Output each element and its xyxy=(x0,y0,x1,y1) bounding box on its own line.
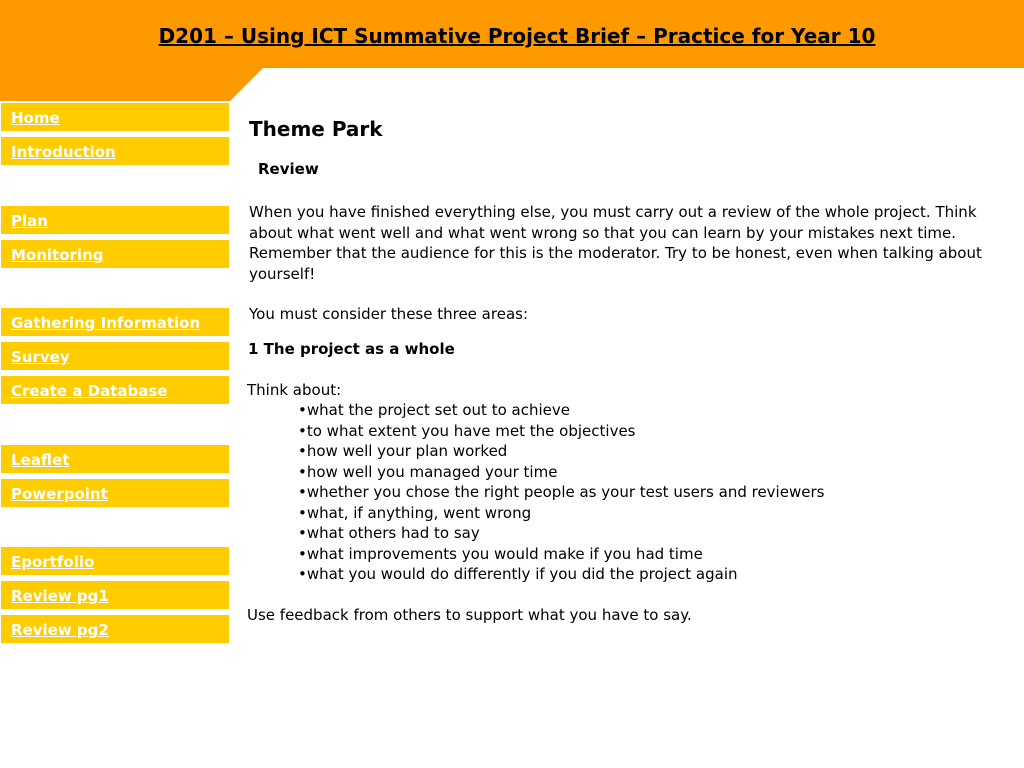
nav-link-leaflet[interactable]: Leaflet xyxy=(11,451,70,469)
bullet-item: •how well your plan worked xyxy=(298,442,508,460)
closing-text: Use feedback from others to support what you have to say. xyxy=(247,606,692,624)
content-subtitle: Review xyxy=(258,160,319,178)
nav-link-eportfolio[interactable]: Eportfolio xyxy=(11,553,95,571)
page-title: D201 – Using ICT Summative Project Brief – Practice for Year 10 xyxy=(158,24,876,48)
nav-link-monitoring[interactable]: Monitoring xyxy=(11,246,104,264)
bullet-item: •what improvements you would make if you had time xyxy=(298,544,703,563)
sidebar-item-introduction[interactable] xyxy=(0,136,230,166)
nav-link-survey[interactable]: Survey xyxy=(11,348,70,366)
sidebar-item-home[interactable] xyxy=(0,102,230,132)
bullet-item: •what others had to say xyxy=(298,524,480,542)
sidebar-item-gathering-information[interactable] xyxy=(0,307,230,337)
nav-link-home[interactable]: Home xyxy=(11,109,60,127)
sidebar-item-survey[interactable] xyxy=(0,341,230,371)
header-subband-wedge xyxy=(230,68,263,101)
bullet-item: •how well you managed your time xyxy=(298,462,558,481)
bullet-item: •whether you chose the right people as your test users and reviewers xyxy=(298,483,825,501)
sidebar-item-eportfolio[interactable] xyxy=(0,546,230,576)
sidebar-item-plan[interactable] xyxy=(0,205,230,235)
nav-link-plan[interactable]: Plan xyxy=(11,212,48,230)
sidebar-item-review-pg2[interactable] xyxy=(0,614,230,644)
section-heading: 1 The project as a whole xyxy=(248,340,455,358)
nav-link-create-a-database[interactable]: Create a Database xyxy=(11,382,168,400)
nav-link-powerpoint[interactable]: Powerpoint xyxy=(11,485,108,503)
nav-link-introduction[interactable]: Introduction xyxy=(11,143,116,161)
bullet-item: •what the project set out to achieve xyxy=(298,401,570,419)
nav-link-gathering-information[interactable]: Gathering Information xyxy=(11,314,201,332)
bullet-item: •to what extent you have met the objectives xyxy=(298,421,636,440)
think-about-label: Think about: xyxy=(247,381,342,399)
sidebar-item-monitoring[interactable] xyxy=(0,239,230,269)
bullet-item: •what you would do differently if you did the project again xyxy=(298,565,738,583)
consider-text: You must consider these three areas: xyxy=(249,305,529,323)
sidebar-item-powerpoint[interactable] xyxy=(0,478,230,508)
bullet-item: •what, if anything, went wrong xyxy=(298,503,532,522)
sidebar-item-leaflet[interactable] xyxy=(0,444,230,474)
content-title: Theme Park xyxy=(249,117,383,141)
nav-link-review-pg1[interactable]: Review pg1 xyxy=(11,587,109,605)
sidebar-item-review-pg1[interactable] xyxy=(0,580,230,610)
header-subband xyxy=(0,68,230,101)
intro-paragraph: When you have finished everything else, you must carry out a review of the whole project. Think about what went well and what went wrong so that you can learn by your mistakes next time. Remember that the audience for this is the moderator. Try to be honest, even when talking about yourself! xyxy=(249,203,982,283)
sidebar-item-create-a-database[interactable] xyxy=(0,375,230,405)
nav-link-review-pg2[interactable]: Review pg2 xyxy=(11,621,109,639)
